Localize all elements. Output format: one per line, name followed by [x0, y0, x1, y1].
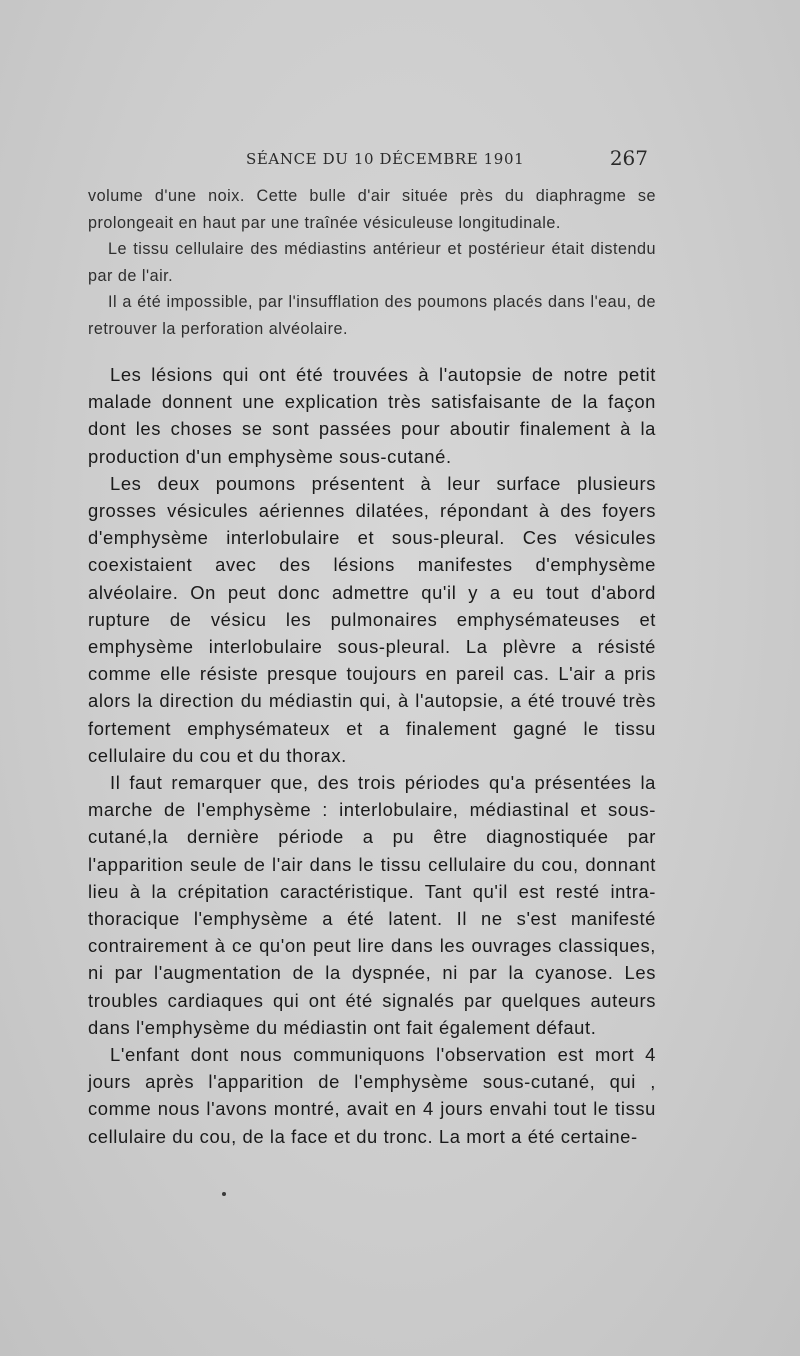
observation-paragraph-1: volume d'une noix. Cette bulle d'air située près du diaphragme se prolongeait en haut par une traînée vésiculeuse longitudinale.: [88, 187, 656, 232]
discussion-text: [88, 361, 656, 1150]
page-number: 267: [609, 146, 648, 170]
discussion-paragraph-3: Il faut remarquer que, des trois périodes qu'a présentées la marche de l'emphysème : interlobulaire, médiastinal et sous-cutané,la dernière période a pu être diagnostiquée par l'apparition seule de l'air dans le tissu cellulaire du cou, donnant lieu à la crépitation caractéristique. Tant qu'il est resté intra-thoracique l'emphysème a été latent. Il ne s'est manifesté contrairement à ce qu'on peut lire dans les ouvrages classiques, ni par l'augmentation de la dyspnée, ni par la cyanose. Les troubles cardiaques qui ont été signalés par quelques auteurs dans l'emphysème du médiastin ont fait également défaut.: [88, 772, 656, 1038]
paper-speck: [222, 1192, 226, 1196]
observation-paragraph-3: Il a été impossible, par l'insufflation des poumons placés dans l'eau, de retrouver la perforation alvéolaire.: [88, 293, 656, 338]
discussion-paragraph-1: Les lésions qui ont été trouvées à l'autopsie de notre petit malade donnent une explication très satisfaisante de la façon dont les choses se sont passées pour aboutir finalement à la production d'un emphysème sous-cutané.: [88, 364, 656, 467]
observation-paragraph-2: Le tissu cellulaire des médiastins antérieur et postérieur était distendu par de l'air.: [88, 240, 656, 285]
discussion-paragraph-4: L'enfant dont nous communiquons l'observation est mort 4 jours après l'apparition de l'emphysème sous-cutané, qui , comme nous l'avons montré, avait en 4 jours envahi tout le tissu cellulaire du cou, de la face et du tronc. La mort a été certaine-: [88, 1044, 656, 1147]
discussion-paragraph-2: Les deux poumons présentent à leur surface plusieurs grosses vésicules aériennes dilatées, répondant à des foyers d'emphysème interlobulaire et sous-pleural. Ces vésicules coexistaient avec des lésions manifestes d'emphysème alvéolaire. On peut donc admettre qu'il y a eu tout d'abord rupture de vésicu les pulmonaires emphysémateuses et emphysème interlobulaire sous-pleural. La plèvre a résisté comme elle résiste presque toujours en pareil cas. L'air a pris alors la direction du médiastin qui, à l'autopsie, a été trouvé très fortement emphysémateux et a finalement gagné le tissu cellulaire du cou et du thorax.: [88, 472, 656, 766]
running-header: [90, 146, 656, 170]
running-title: SÉANCE DU 10 DÉCEMBRE 1901: [246, 150, 525, 168]
observation-text: [88, 183, 656, 342]
